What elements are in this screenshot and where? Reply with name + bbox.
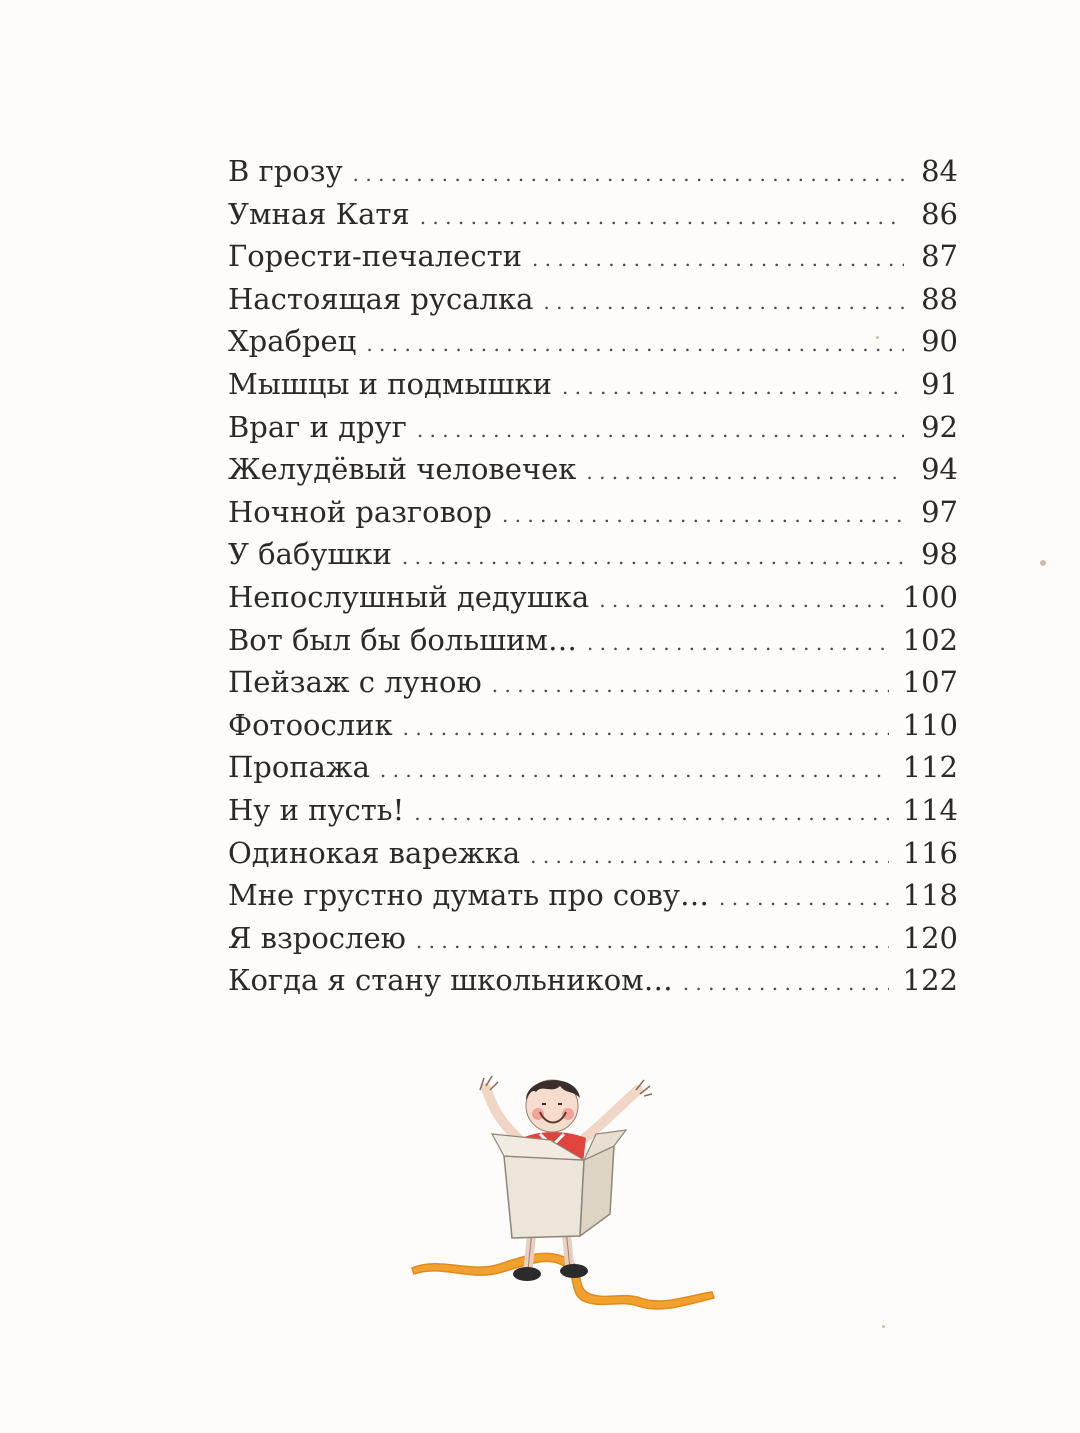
toc-entry-page: 100 <box>902 579 958 614</box>
toc-leader-dots <box>530 835 889 878</box>
toc-entry <box>228 874 958 917</box>
toc-leader-dots <box>683 962 889 1005</box>
toc-entry-page: 120 <box>902 920 958 955</box>
toc-leader-dots <box>502 494 904 537</box>
ribbon-shape <box>412 1253 714 1309</box>
toc-entry <box>228 363 958 406</box>
toc-entry <box>228 235 958 278</box>
toc-entry-title: Одинокая варежка <box>228 835 521 870</box>
toc-entry <box>228 789 958 832</box>
toc-leader-dots <box>599 579 888 622</box>
toc-entry-title: Враг и друг <box>228 409 407 444</box>
toc-entry-title: Когда я стану школьником… <box>228 963 673 998</box>
left-shoe <box>513 1267 541 1281</box>
toc-entry-title: Горести-печалести <box>228 239 522 274</box>
toc-entry-title: Храбрец <box>228 324 357 359</box>
toc-entry-title: Пейзаж с луною <box>228 665 482 700</box>
toc-entry-title: Вот был бы большим… <box>228 622 577 657</box>
toc-entry-page: 87 <box>921 239 958 274</box>
toc-leader-dots <box>366 323 904 366</box>
toc-leader-dots <box>532 238 904 281</box>
toc-entry-page: 122 <box>902 963 958 998</box>
toc-entry <box>228 576 958 619</box>
toc-leader-dots <box>380 749 889 792</box>
toc-entry-page: 94 <box>921 452 958 487</box>
toc-leader-dots <box>414 792 888 835</box>
toc-entry <box>228 661 958 704</box>
toc-entry <box>228 832 958 875</box>
toc-entry-page: 91 <box>921 366 958 401</box>
toc-entry-page: 112 <box>902 750 958 785</box>
toc-entry <box>228 320 958 363</box>
toc-entry <box>228 917 958 960</box>
toc-entry-title: Непослушный дедушка <box>228 579 590 614</box>
toc-entry-page: 84 <box>921 154 958 188</box>
toc-entry-title: В грозу <box>228 154 343 188</box>
toc-entry-page: 90 <box>921 324 958 359</box>
toc-entry-title: Желудёвый человечек <box>228 452 577 487</box>
toc-entry-page: 116 <box>902 835 958 870</box>
toc-leader-dots <box>492 664 889 707</box>
toc-entry-page: 98 <box>921 537 958 572</box>
toc-entry <box>228 448 958 491</box>
toc-leader-dots <box>353 153 904 196</box>
toc-leader-dots <box>562 366 904 409</box>
toc-entry-title: Ночной разговор <box>228 494 492 529</box>
right-shoe <box>560 1264 588 1278</box>
toc-leader-dots <box>420 196 904 239</box>
toc-entry <box>228 406 958 449</box>
toc-entry-title: Ну и пусть! <box>228 792 405 827</box>
toc-leader-dots <box>586 451 904 494</box>
toc-entry-title: Фотоослик <box>228 707 393 742</box>
toc-entry-title: Мне грустно думать про сову… <box>228 878 709 913</box>
toc-leader-dots <box>417 409 904 452</box>
toc-entry <box>228 150 958 193</box>
toc-entry <box>228 491 958 534</box>
box-front <box>504 1156 584 1238</box>
paper-speck <box>876 336 879 339</box>
toc-entry-title: Настоящая русалка <box>228 281 534 316</box>
toc-leader-dots <box>719 877 889 920</box>
left-cheek <box>532 1108 544 1120</box>
toc-leader-dots <box>543 281 904 324</box>
toc-entry-page: 92 <box>921 409 958 444</box>
toc-entry <box>228 278 958 321</box>
toc-entry-page: 88 <box>921 281 958 316</box>
toc-leader-dots <box>416 920 889 963</box>
toc-entry <box>228 193 958 236</box>
toc-entry <box>228 704 958 747</box>
toc-entry-page: 107 <box>902 665 958 700</box>
paper-speck <box>1040 560 1046 566</box>
toc-entry <box>228 959 958 1002</box>
toc-entry-page: 118 <box>902 878 958 913</box>
toc-entry <box>228 619 958 662</box>
toc-entry-title: Умная Катя <box>228 196 410 231</box>
toc-entry-page: 97 <box>921 494 958 529</box>
toc-leader-dots <box>402 536 904 579</box>
toc-entry <box>228 746 958 789</box>
table-of-contents <box>228 150 958 1002</box>
toc-leader-dots <box>403 707 889 750</box>
toc-entry-title: Я взрослею <box>228 920 406 955</box>
toc-leader-dots <box>587 622 889 665</box>
toc-entry-page: 102 <box>902 622 958 657</box>
right-arm <box>585 1090 638 1138</box>
toc-entry-page: 114 <box>902 792 958 827</box>
toc-entry-page: 86 <box>921 196 958 231</box>
toc-entry-title: Пропажа <box>228 750 370 785</box>
toc-entry-page: 110 <box>902 707 958 742</box>
toc-entry <box>228 533 958 576</box>
toc-entry-title: У бабушки <box>228 537 392 572</box>
toc-entry-title: Мышцы и подмышки <box>228 366 552 401</box>
child-in-box-illustration <box>400 1060 730 1330</box>
left-arm <box>486 1088 518 1138</box>
paper-speck <box>882 1325 885 1328</box>
right-cheek <box>562 1108 574 1120</box>
